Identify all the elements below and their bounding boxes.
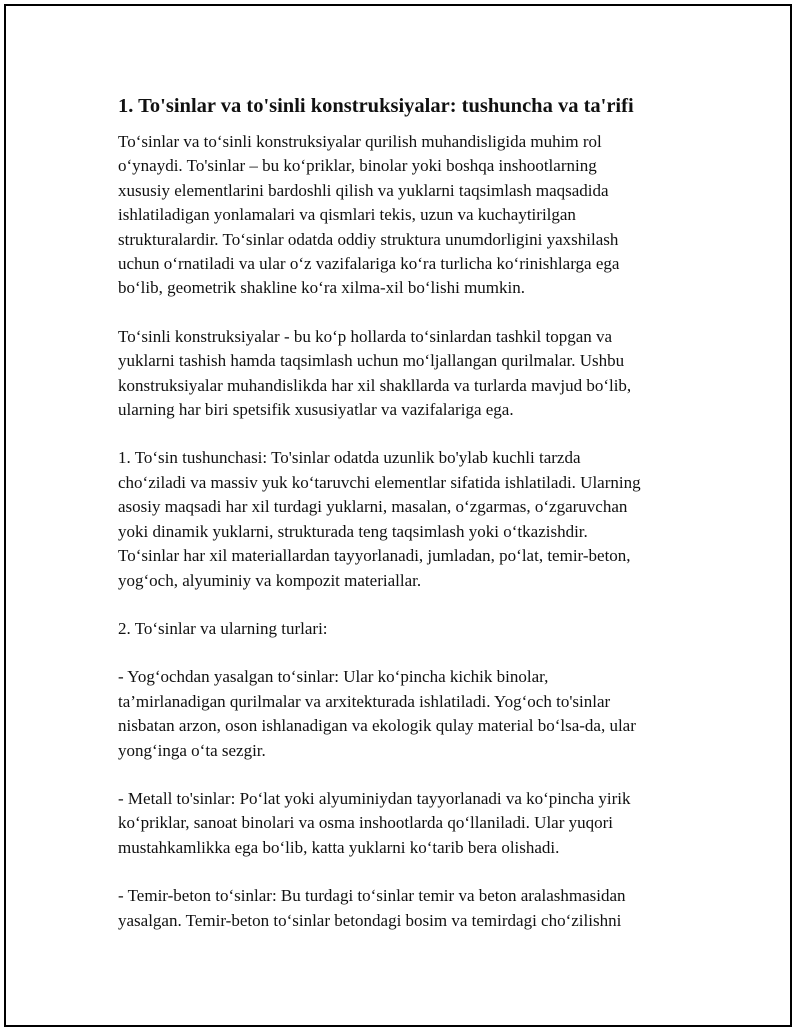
- text-line: xususiy elementlarini bardoshli qilish va yuklarni taqsimlash maqsadida: [118, 180, 609, 200]
- text-line: - Yog‘ochdan yasalgan to‘sinlar: Ular ko‘pincha kichik binolar,: [118, 667, 549, 687]
- text-line: To‘sinlar va to‘sinli konstruksiyalar qurilish muhandisligida muhim rol: [118, 132, 602, 151]
- text-line: asosiy maqsadi har xil turdagi yuklarni, masalan, o‘zgarmas, o‘zgaruvchan: [118, 497, 628, 517]
- text-line: konstruksiyalar muhandislikda har xil shakllarda va turlarda mavjud bo‘lib,: [118, 375, 632, 395]
- text-line: cho‘ziladi va massiv yuk ko‘taruvchi elementlar sifatida ishlatiladi. Ularning: [118, 472, 641, 492]
- text-line: nisbatan arzon, oson ishlanadigan va ekologik qulay material bo‘lsa-da, ular: [118, 716, 636, 736]
- text-line: ta’mirlanadigan qurilmalar va arxitekturada ishlatiladi. Yog‘och to'sinlar: [118, 691, 611, 711]
- text-line: ularning har biri spetsifik xususiyatlar va vazifalariga ega.: [118, 400, 514, 420]
- text-line: 1. To‘sin tushunchasi: To'sinlar odatda uzunlik bo'ylab kuchli tarzda: [118, 448, 581, 468]
- paragraph-konstruksiyalar: [118, 325, 698, 423]
- text-line: bo‘lib, geometrik shakline ko‘ra xilma-xil bo‘lishi mumkin.: [118, 278, 525, 298]
- text-line: yasalgan. Temir-beton to‘sinlar betondagi bosim va temirdagi cho‘zilishni: [118, 910, 622, 930]
- text-line: o‘ynaydi. To'sinlar – bu ko‘priklar, binolar yoki boshqa inshootlarning: [118, 156, 597, 176]
- text-line: 2. To‘sinlar va ularning turlari:: [118, 618, 328, 638]
- text-line: To‘sinli konstruksiyalar - bu ko‘p hollarda to‘sinlardan tashkil topgan va: [118, 326, 613, 346]
- paragraph-yogoch: [118, 665, 698, 763]
- paragraph-turlari-heading: [118, 617, 698, 641]
- text-line: ishlatiladigan yonlamalari va qismlari tekis, uzun va kuchaytirilgan: [118, 205, 576, 225]
- text-line: mustahkamlikka ega bo‘lib, katta yuklarni ko‘tarib bera olishadi.: [118, 837, 560, 857]
- paragraph-temir-beton: [118, 884, 698, 933]
- paragraph-tosin-tushunchasi: [118, 446, 698, 592]
- text-line: To‘sinlar har xil materiallardan tayyorlanadi, jumladan, po‘lat, temir-beton,: [118, 546, 631, 566]
- document-body: [118, 92, 698, 957]
- text-line: yong‘inga o‘ta sezgir.: [118, 740, 266, 760]
- text-line: - Temir-beton to‘sinlar: Bu turdagi to‘sinlar temir va beton aralashmasidan: [118, 886, 626, 906]
- text-line: strukturalardir. To‘sinlar odatda oddiy struktura unumdorligini yaxshilash: [118, 229, 619, 249]
- section-title: 1. To'sinlar va to'sinli konstruksiyalar: tushuncha va ta'rifi: [118, 95, 634, 117]
- text-line: ko‘priklar, sanoat binolari va osma inshootlarda qo‘llaniladi. Ular yuqori: [118, 813, 614, 833]
- text-line: - Metall to'sinlar: Po‘lat yoki alyuminiydan tayyorlanadi va ko‘pincha yirik: [118, 788, 631, 808]
- text-line: yoki dinamik yuklarni, strukturada teng taqsimlash yoki o‘tkazishdir.: [118, 521, 588, 541]
- text-line: yuklarni tashish hamda taqsimlash uchun mo‘ljallangan qurilmalar. Ushbu: [118, 351, 625, 371]
- paragraph-metall: [118, 787, 698, 860]
- text-line: yog‘och, alyuminiy va kompozit materiallar.: [118, 570, 422, 590]
- paragraph-intro: [118, 130, 698, 301]
- text-line: uchun o‘rnatiladi va ular o‘z vazifalariga ko‘ra turlicha ko‘rinishlarga ega: [118, 254, 620, 274]
